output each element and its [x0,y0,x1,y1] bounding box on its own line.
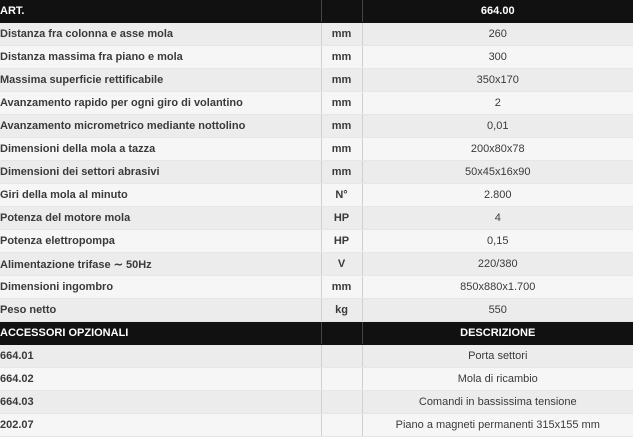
spec-label: Massima superficie rettificabile [0,69,321,92]
spec-value: 350x170 [362,69,633,92]
spec-row [0,299,633,322]
spec-row [0,92,633,115]
spec-value: 260 [362,23,633,46]
accessory-row [0,414,633,437]
spec-row [0,253,633,276]
spec-value: 300 [362,46,633,69]
spec-row [0,207,633,230]
spec-row [0,23,633,46]
spec-row [0,184,633,207]
spec-row [0,46,633,69]
spec-value: 200x80x78 [362,138,633,161]
header-label: ART. [0,0,321,23]
spec-unit: HP [321,207,362,230]
spec-value: 220/380 [362,253,633,276]
spec-unit: mm [321,46,362,69]
accessory-description: Piano a magneti permanenti 315x155 mm [362,414,633,437]
accessory-code: 202.07 [0,414,321,437]
spec-unit: mm [321,69,362,92]
header-row [0,0,633,23]
accessory-code: 664.03 [0,391,321,414]
spec-label: Distanza fra colonna e asse mola [0,23,321,46]
spec-value: 4 [362,207,633,230]
spec-unit: V [321,253,362,276]
spec-value: 2 [362,92,633,115]
spec-value: 550 [362,299,633,322]
spec-label: Peso netto [0,299,321,322]
accessory-unit [321,368,362,391]
accessories-header-value: DESCRIZIONE [362,322,633,345]
spec-label: Alimentazione trifase ∼ 50Hz [0,253,321,276]
accessory-unit [321,414,362,437]
spec-row [0,230,633,253]
spec-label: Dimensioni della mola a tazza [0,138,321,161]
header-value: 664.00 [362,0,633,23]
accessory-unit [321,345,362,368]
spec-label: Avanzamento micrometrico mediante nottolino [0,115,321,138]
spec-unit: mm [321,276,362,299]
spec-row [0,138,633,161]
accessory-row [0,345,633,368]
spec-row [0,115,633,138]
spec-unit: kg [321,299,362,322]
spec-unit: mm [321,138,362,161]
spec-row [0,161,633,184]
spec-unit: mm [321,115,362,138]
accessory-code: 664.02 [0,368,321,391]
accessory-row [0,368,633,391]
spec-row [0,276,633,299]
spec-label: Potenza del motore mola [0,207,321,230]
spec-value: 0,15 [362,230,633,253]
accessory-description: Porta settori [362,345,633,368]
accessory-code: 664.01 [0,345,321,368]
accessories-header-label: ACCESSORI OPZIONALI [0,322,321,345]
accessory-description: Comandi in bassissima tensione [362,391,633,414]
spec-label: Giri della mola al minuto [0,184,321,207]
spec-unit: mm [321,161,362,184]
spec-unit: mm [321,23,362,46]
spec-label: Potenza elettropompa [0,230,321,253]
spec-label: Dimensioni ingombro [0,276,321,299]
spec-label: Avanzamento rapido per ogni giro di volantino [0,92,321,115]
spec-row [0,69,633,92]
spec-value: 2.800 [362,184,633,207]
spec-label: Dimensioni dei settori abrasivi [0,161,321,184]
accessory-row [0,391,633,414]
spec-value: 0,01 [362,115,633,138]
spec-value: 850x880x1.700 [362,276,633,299]
accessories-header-unit [321,322,362,345]
accessory-unit [321,391,362,414]
spec-value: 50x45x16x90 [362,161,633,184]
accessory-description: Mola di ricambio [362,368,633,391]
spec-unit: mm [321,92,362,115]
spec-unit: HP [321,230,362,253]
accessories-header-row [0,322,633,345]
spec-label: Distanza massima fra piano e mola [0,46,321,69]
header-unit [321,0,362,23]
spec-unit: N° [321,184,362,207]
